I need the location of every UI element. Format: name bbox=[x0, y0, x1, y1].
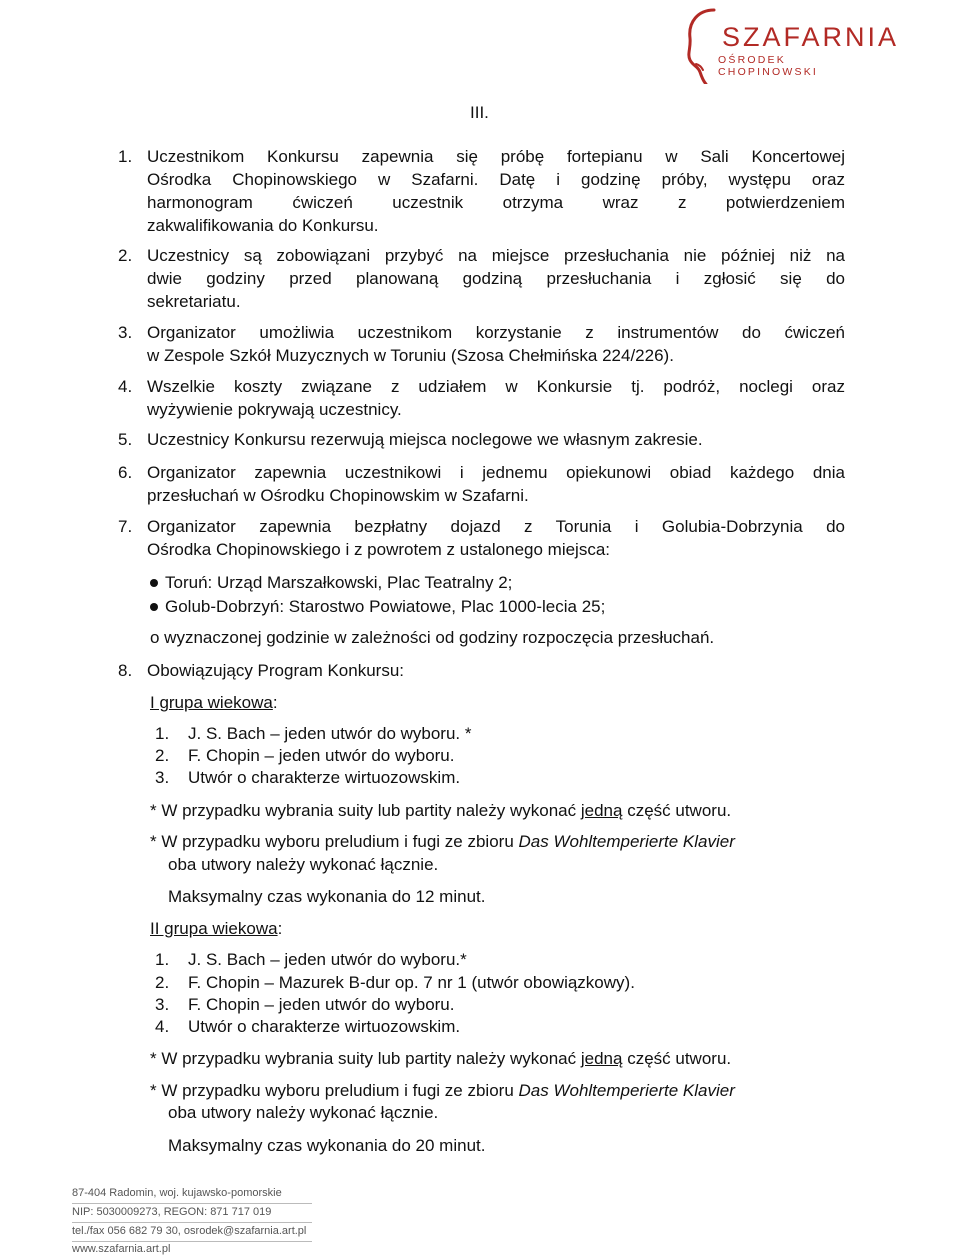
program-item-number: 4. bbox=[155, 1017, 170, 1036]
program-item: Utwór o charakterze wirtuozowskim. bbox=[188, 768, 461, 787]
program-item-number: 1. bbox=[155, 724, 170, 743]
footer-address: 87-404 Radomin, woj. kujawsko-pomorskie bbox=[72, 1187, 282, 1199]
footnote-suite: * W przypadku wybrania suity lub partity należy wykonać jedną część utworu. bbox=[150, 1049, 732, 1068]
item-line: sekretariatu. bbox=[147, 292, 241, 311]
footer-divider bbox=[72, 1203, 312, 1204]
age-group-heading: II grupa wiekowa: bbox=[150, 919, 283, 938]
item-line: Ośrodka Chopinowskiego i z powrotem z ustalonego miejsca: bbox=[147, 540, 611, 559]
footer-divider bbox=[72, 1241, 312, 1242]
item-line: zakwalifikowania do Konkursu. bbox=[147, 216, 379, 235]
item-number: 6. bbox=[118, 463, 133, 482]
item-number: 2. bbox=[118, 246, 133, 265]
bullet-icon bbox=[150, 579, 158, 587]
footnote-prelude: * W przypadku wyboru preludium i fugi ze zbioru Das Wohltemperierte Klavier bbox=[150, 832, 735, 851]
max-time: Maksymalny czas wykonania do 20 minut. bbox=[168, 1136, 486, 1155]
szafarnia-logo bbox=[684, 4, 900, 84]
item-line: Uczestnicy są zobowiązani przybyć na miejsce przesłuchania nie później niż na bbox=[147, 246, 845, 265]
item-number: 8. bbox=[118, 661, 133, 680]
footer-ids: NIP: 5030009273, REGON: 871 717 019 bbox=[72, 1206, 272, 1218]
footnote-prelude-line2: oba utwory należy wykonać łącznie. bbox=[168, 855, 439, 874]
program-item: F. Chopin – jeden utwór do wyboru. bbox=[188, 995, 455, 1014]
item-line: Wszelkie koszty związane z udziałem w Konkursie tj. podróż, noclegi oraz bbox=[147, 377, 845, 396]
item-line: dwie godziny przed planowaną godziną przesłuchania i zgłosić się do bbox=[147, 269, 845, 288]
program-item: Utwór o charakterze wirtuozowskim. bbox=[188, 1017, 461, 1036]
program-item: F. Chopin – jeden utwór do wyboru. bbox=[188, 746, 455, 765]
footnote-prelude-line2: oba utwory należy wykonać łącznie. bbox=[168, 1103, 439, 1122]
program-item-number: 2. bbox=[155, 973, 170, 992]
item-line: Uczestnicy Konkursu rezerwują miejsca noclegowe we własnym zakresie. bbox=[147, 430, 703, 449]
item-line: Organizator umożliwia uczestnikom korzystanie z instrumentów do ćwiczeń bbox=[147, 323, 845, 342]
item-line: wyżywienie pokrywają uczestnicy. bbox=[147, 400, 402, 419]
program-title: Obowiązujący Program Konkursu: bbox=[147, 661, 405, 680]
footer-contact[interactable]: tel./fax 056 682 79 30, osrodek@szafarnia.art.pl bbox=[72, 1225, 307, 1237]
item-line: harmonogram ćwiczeń uczestnik otrzyma wraz z potwierdzeniem bbox=[147, 193, 845, 212]
item-number: 7. bbox=[118, 517, 133, 536]
item-line: Ośrodka Chopinowskiego w Szafarni. Datę i godzinę próby, występu oraz bbox=[147, 170, 845, 189]
footer-website[interactable]: www.szafarnia.art.pl bbox=[72, 1243, 171, 1255]
max-time: Maksymalny czas wykonania do 12 minut. bbox=[168, 887, 486, 906]
program-item-number: 2. bbox=[155, 746, 170, 765]
footnote-suite: * W przypadku wybrania suity lub partity należy wykonać jedną część utworu. bbox=[150, 801, 732, 820]
item-line: Uczestnikom Konkursu zapewnia się próbę fortepianu w Sali Koncertowej bbox=[147, 147, 845, 166]
logo-name: SZAFARNIA bbox=[722, 22, 900, 52]
item-number: 3. bbox=[118, 323, 133, 342]
transport-item: Toruń: Urząd Marszałkowski, Plac Teatralny 2; bbox=[165, 573, 513, 592]
transport-item: Golub-Dobrzyń: Starostwo Powiatowe, Plac 1000-lecia 25; bbox=[165, 597, 606, 616]
footer-divider bbox=[72, 1222, 312, 1223]
transport-note: o wyznaczonej godzinie w zależności od godziny rozpoczęcia przesłuchań. bbox=[150, 628, 715, 647]
section-number: III. bbox=[470, 103, 489, 122]
item-number: 4. bbox=[118, 377, 133, 396]
footnote-prelude: * W przypadku wyboru preludium i fugi ze zbioru Das Wohltemperierte Klavier bbox=[150, 1081, 735, 1100]
item-number: 1. bbox=[118, 147, 133, 166]
item-line: w Zespole Szkół Muzycznych w Toruniu (Szosa Chełmińska 224/226). bbox=[147, 346, 674, 365]
program-item: J. S. Bach – jeden utwór do wyboru. * bbox=[188, 724, 472, 743]
item-line: Organizator zapewnia bezpłatny dojazd z Torunia i Golubia-Dobrzynia do bbox=[147, 517, 845, 536]
bullet-icon bbox=[150, 603, 158, 611]
program-item-number: 3. bbox=[155, 995, 170, 1014]
logo-subtitle: OŚRODEK CHOPINOWSKI bbox=[718, 54, 819, 78]
age-group-heading: I grupa wiekowa: bbox=[150, 693, 278, 712]
program-item-number: 3. bbox=[155, 768, 170, 787]
item-line: Organizator zapewnia uczestnikowi i jednemu opiekunowi obiad każdego dnia bbox=[147, 463, 845, 482]
program-item-number: 1. bbox=[155, 950, 170, 969]
program-item: J. S. Bach – jeden utwór do wyboru.* bbox=[188, 950, 467, 969]
item-number: 5. bbox=[118, 430, 133, 449]
item-line: przesłuchań w Ośrodku Chopinowskim w Szafarni. bbox=[147, 486, 529, 505]
program-item: F. Chopin – Mazurek B-dur op. 7 nr 1 (utwór obowiązkowy). bbox=[188, 973, 635, 992]
